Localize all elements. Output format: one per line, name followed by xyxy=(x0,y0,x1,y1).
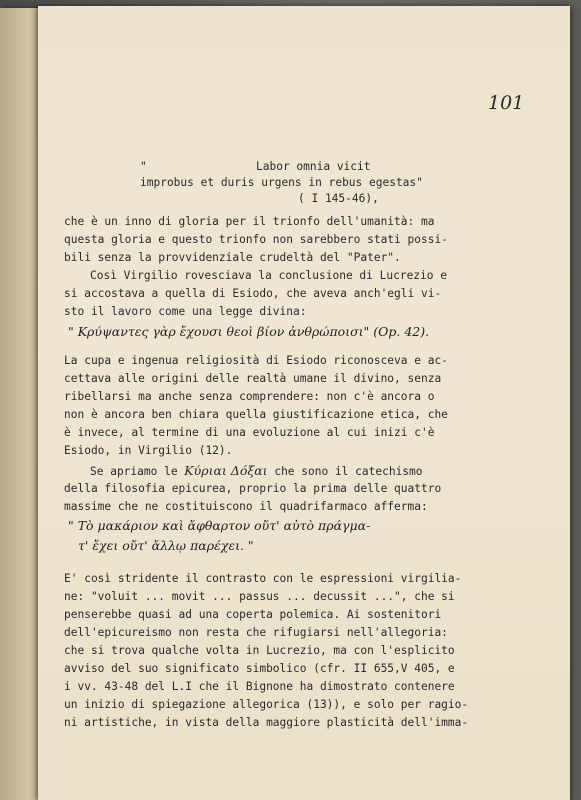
greek-quotation: τ' ἔχει οὔτ' ἄλλῳ παρέχει. " xyxy=(78,538,254,553)
paragraph-line xyxy=(90,462,423,481)
greek-title: Κύριαι Δόξαι xyxy=(184,463,268,478)
document-page xyxy=(38,6,570,800)
paragraph-line: dell'epicureismo non resta che rifugiarsi nell'allegoria: xyxy=(64,626,448,639)
paragraph-line: che si trova qualche volta in Lucrezio, ma con l'esplicito xyxy=(64,644,455,657)
quote-open-mark: " xyxy=(140,160,147,173)
paragraph-line: questa gloria e questo trionfo non sarebbero stati possi- xyxy=(64,233,448,246)
paragraph-line: ne: "voluit ... movit ... passus ... decussit ...", che si xyxy=(64,590,455,603)
paragraph-line: non è ancora ben chiara quella giustificazione etica, che xyxy=(64,408,448,421)
paragraph-line: E' così stridente il contrasto con le espressioni virgilia- xyxy=(64,572,462,585)
paragraph-line: un inizio di spiegazione allegorica (13)), e solo per ragio- xyxy=(64,698,469,711)
paragraph-text: Se apriamo le xyxy=(90,465,185,478)
quote-line-2: improbus et duris urgens in rebus egestas" xyxy=(140,176,423,189)
previous-page-edge xyxy=(0,8,40,800)
page-number: 101 xyxy=(488,92,525,114)
paragraph-line: avviso del suo significato simbolico (cfr. II 655,V 405, e xyxy=(64,662,455,675)
paragraph-line: Così Virgilio rovesciava la conclusione di Lucrezio e xyxy=(90,269,447,282)
paragraph-line: massime che ne costituiscono il quadrifarmaco afferma: xyxy=(64,500,428,513)
greek-quotation: " Τὸ μακάριον καὶ ἄφθαρτον οὔτ' αὐτὸ πράγμα- xyxy=(68,518,371,533)
quote-line-1: Labor omnia vicit xyxy=(256,160,371,173)
paragraph-line: ribellarsi ma anche senza comprendere: non c'è ancora o xyxy=(64,390,435,403)
paragraph-line: cettava alle origini delle realtà umane il divino, senza xyxy=(64,372,442,385)
paragraph-line: La cupa e ingenua religiosità di Esiodo riconosceva e ac- xyxy=(64,354,448,367)
paragraph-line: penserebbe quasi ad una coperta polemica. Ai sostenitori xyxy=(64,608,442,621)
paragraph-line: bili senza la provvidenziale crudeltà del "Pater". xyxy=(64,251,401,264)
paragraph-text: che sono il catechismo xyxy=(267,465,423,478)
paragraph-line: che è un inno di gloria per il trionfo dell'umanità: ma xyxy=(64,215,435,228)
greek-quotation: " Κρύψαντες γὰρ ἔχουσι θεοὶ βίον ἀνθρώποισι" (Op. 42). xyxy=(68,324,430,339)
quote-citation: ( I 145-46), xyxy=(298,192,379,205)
paragraph-line: i vv. 43-48 del L.I che il Bignone ha dimostrato contenere xyxy=(64,680,455,693)
paragraph-line: della filosofia epicurea, proprio la prima delle quattro xyxy=(64,482,442,495)
paragraph-line: Esiodo, in Virgilio (12). xyxy=(64,444,233,457)
paragraph-line: è invece, al termine di una evoluzione al cui inizi c'è xyxy=(64,426,435,439)
paragraph-line: si accostava a quella di Esiodo, che aveva anch'egli vi- xyxy=(64,287,442,300)
paragraph-line: sto il lavoro come una legge divina: xyxy=(64,305,307,318)
paragraph-line: ni artistiche, in vista della maggiore plasticità dell'imma- xyxy=(64,716,469,729)
